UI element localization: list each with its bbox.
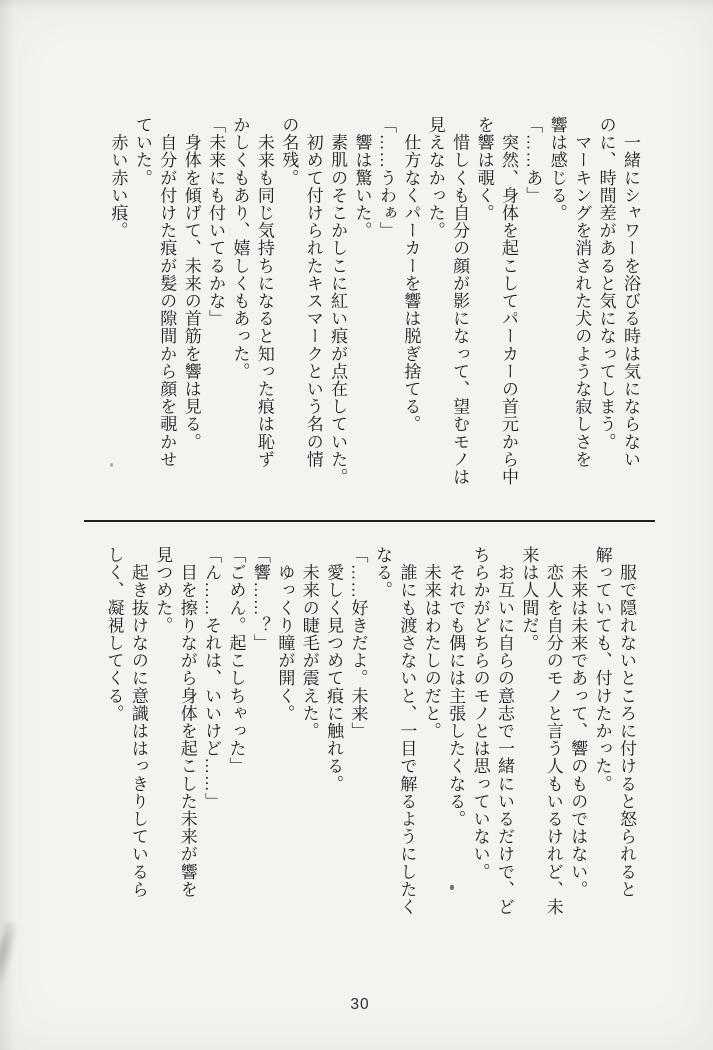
text-column: 「……あ」	[523, 116, 543, 204]
text-column: お互いに自らの意志で一緒にいるだけで、ど	[494, 546, 514, 916]
scan-edge-shading-top	[0, 0, 713, 10]
text-column: しく、凝視してくる。	[104, 546, 124, 722]
text-column: の名残。	[279, 116, 299, 187]
text-column: ちらかがどちらのモノとは思っていない。	[470, 546, 490, 881]
text-column: 赤い赤い痕。	[108, 116, 128, 240]
text-column: 未来も同じ気持ちになると知った痕は恥ず	[254, 116, 274, 468]
text-column: 響は感じる。	[547, 116, 567, 222]
text-column: 響は驚いた。	[352, 116, 372, 240]
text-column: 身体を傾げて、未来の首筋を響は見る。	[181, 116, 201, 451]
bottom-text-block	[98, 546, 638, 946]
text-column: 解っていても、付けたかった。	[592, 546, 612, 793]
scan-edge-shading-left	[0, 0, 14, 1050]
text-column: ていた。	[132, 116, 152, 187]
text-column: 素肌のそこかしこに紅い痕が点在していた。	[328, 116, 348, 486]
text-column: 目を擦りながら身体を起こした未来が響を	[177, 546, 197, 898]
text-column: なる。	[372, 546, 392, 599]
text-column: 「ごめん。起こしちゃった」	[226, 546, 246, 775]
text-column: 服で隠れないところに付けると怒られると	[617, 546, 636, 898]
text-column: 一緒にシャワーを浴びる時は気にならない	[621, 116, 640, 468]
text-column: 突然、身体を起こしてパーカーの首元から中	[498, 116, 518, 486]
text-column: 「……好きだよ。未来」	[348, 546, 368, 740]
text-column: 未来は未来であって、響のものではない。	[568, 546, 588, 898]
text-column: 「ん……それは、いいけど……」	[202, 546, 222, 810]
text-column: ゆっくり瞳が開く。	[275, 546, 295, 722]
text-column: 見つめた。	[153, 546, 173, 634]
text-column: 来は人間だ。	[519, 546, 539, 652]
text-column: 初めて付けられたキスマークという名の情	[303, 116, 323, 468]
text-column: それでも偶には主張したくなる。	[446, 546, 466, 828]
scan-speck-artifact	[110, 463, 113, 467]
scan-smudge-artifact	[0, 921, 21, 1001]
text-column: 「未来にも付いてるかな」	[206, 116, 226, 328]
text-column: 仕方なくパーカーを響は脱ぎ捨てる。	[401, 116, 421, 433]
text-column: のに、時間差があると気になってしまう。	[596, 116, 616, 451]
text-column: 見えなかった。	[425, 116, 445, 240]
text-column: 誰にも渡さないと、一目で解るようにしたく	[397, 546, 417, 916]
text-column: かしくもあり、嬉しくもあった。	[230, 116, 250, 380]
text-column: 恋人を自分のモノと言う人もいるけれど、未	[543, 546, 563, 916]
section-divider-rule	[84, 520, 655, 522]
text-column: 「……うわぁ」	[376, 116, 396, 240]
text-column: 惜しくも自分の顔が影になって、望むモノは	[450, 116, 470, 486]
top-text-block	[102, 116, 642, 522]
text-column: を響は覗く。	[474, 116, 494, 222]
text-column: 自分が付けた痕が髪の隙間から顔を覗かせ	[157, 116, 177, 468]
page-number: 30	[350, 996, 370, 1013]
text-column: 起き抜けなのに意識ははっきりしているら	[128, 546, 148, 898]
text-column: 未来の睫毛が震えた。	[299, 546, 319, 740]
text-column: マーキングを消された犬のような寂しさを	[572, 116, 592, 468]
text-column: 「響……？」	[250, 546, 270, 652]
text-column: 未来はわたしのだと。	[421, 546, 441, 740]
text-column: 愛しく見つめて痕に触れる。	[324, 546, 344, 793]
